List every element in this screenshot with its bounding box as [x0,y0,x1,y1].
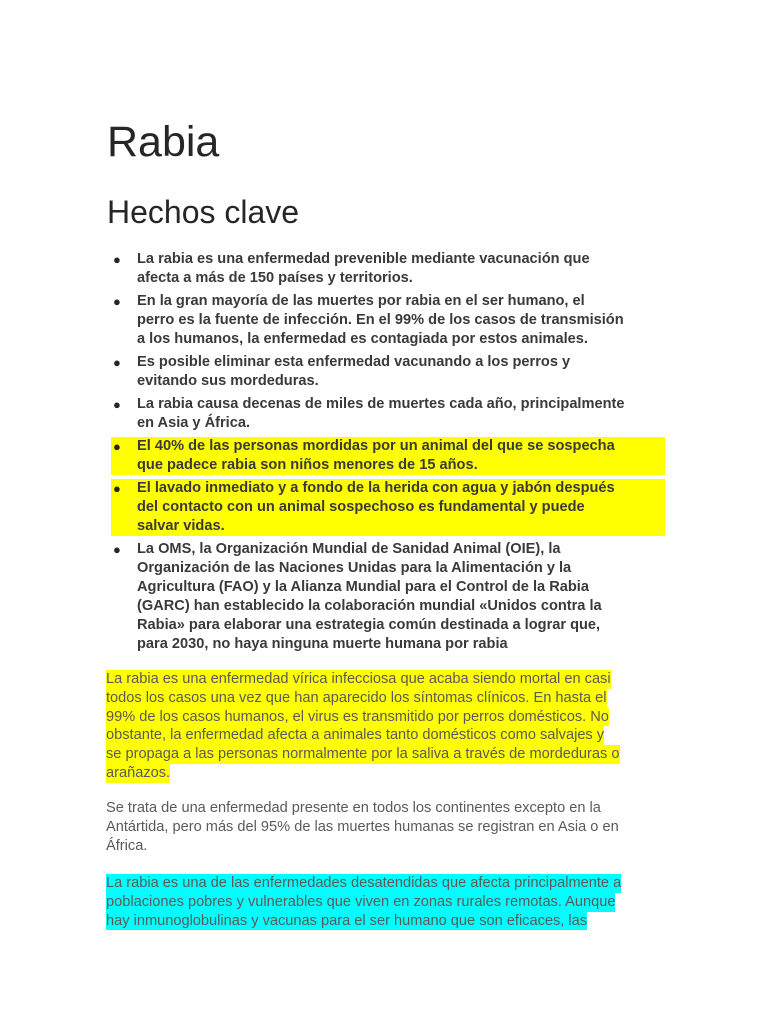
fact-line: que padece rabia son niños menores de 15 años. [137,457,478,473]
fact-line: (GARC) han establecido la colaboración mundial «Unidos contra la [137,598,602,614]
fact-line: evitando sus mordeduras. [137,373,319,389]
bullet-icon: ● [113,542,121,557]
fact-line: En la gran mayoría de las muertes por rabia en el ser humano, el [137,293,585,309]
document-title: Rabia [107,118,220,166]
paragraph-line: La rabia es una enfermedad vírica infecciosa que acaba siendo mortal en casi [106,671,611,687]
fact-line: Rabia» para elaborar una estrategia común destinada a lograr que, [137,617,601,633]
key-fact-item [113,250,667,288]
key-fact-item-highlighted [111,437,665,475]
fact-line: El 40% de las personas mordidas por un animal del que se sospecha [137,438,615,454]
bullet-icon: ● [113,481,121,496]
fact-line: en Asia y África. [137,415,251,431]
key-fact-item [113,353,667,391]
paragraph-line: Antártida, pero más del 95% de las muertes humanas se registran en Asia o en [106,818,619,835]
key-fact-item [113,292,667,349]
paragraph-line: poblaciones pobres y vulnerables que viven en zonas rurales remotas. Aunque [106,893,616,910]
key-fact-item [113,540,667,654]
section-heading: Hechos clave [107,194,300,230]
fact-line: Agricultura (FAO) y la Alianza Mundial para el Control de la Rabia [137,579,589,595]
paragraph [106,799,666,855]
fact-line: Organización de las Naciones Unidas para la Alimentación y la [137,560,572,576]
paragraph-line: hay inmunoglobulinas y vacunas para el ser humano que son eficaces, las [106,912,588,929]
fact-line: Es posible eliminar esta enfermedad vacunando a los perros y [137,354,571,370]
key-facts-list [113,250,667,658]
fact-line: a los humanos, la enfermedad es contagiada por estos animales. [137,331,588,347]
paragraph-line: La rabia es una de las enfermedades desatendidas que afecta principalmente a [106,875,622,891]
fact-line: salvar vidas. [137,518,225,534]
paragraph-line: todos los casos una vez que han aparecido los síntomas clínicos. En hasta el [106,689,607,706]
fact-line: La rabia es una enfermedad prevenible mediante vacunación que [137,251,590,267]
bullet-icon: ● [113,252,121,267]
paragraph-line: obstante, la enfermedad afecta a animales tanto domésticos como salvajes y [106,727,605,744]
paragraph-line: se propaga a las personas normalmente por la saliva a través de mordeduras o [106,746,620,763]
paragraph-highlighted [106,874,666,930]
fact-line: del contacto con un animal sospechoso es fundamental y puede [137,499,585,515]
fact-line: La OMS, la Organización Mundial de Sanidad Animal (OIE), la [137,541,561,557]
fact-line: afecta a más de 150 países y territorios. [137,270,413,286]
key-fact-item [113,395,667,433]
paragraph-line: Se trata de una enfermedad presente en todos los continentes excepto en la [106,800,601,816]
key-fact-item-highlighted [111,479,665,536]
paragraph-line: arañazos. [106,764,171,781]
paragraph-highlighted [106,670,666,783]
fact-line: perro es la fuente de infección. En el 99% de los casos de transmisión [137,312,624,328]
paragraph-line: 99% de los casos humanos, el virus es transmitido por perros domésticos. No [106,708,609,725]
bullet-icon: ● [113,397,121,412]
bullet-icon: ● [113,439,121,454]
fact-line: para 2030, no haya ninguna muerte humana por rabia [137,636,508,652]
fact-line: El lavado inmediato y a fondo de la herida con agua y jabón después [137,480,615,496]
fact-line: La rabia causa decenas de miles de muertes cada año, principalmente [137,396,625,412]
bullet-icon: ● [113,355,121,370]
paragraph-line: África. [106,837,148,854]
bullet-icon: ● [113,294,121,309]
